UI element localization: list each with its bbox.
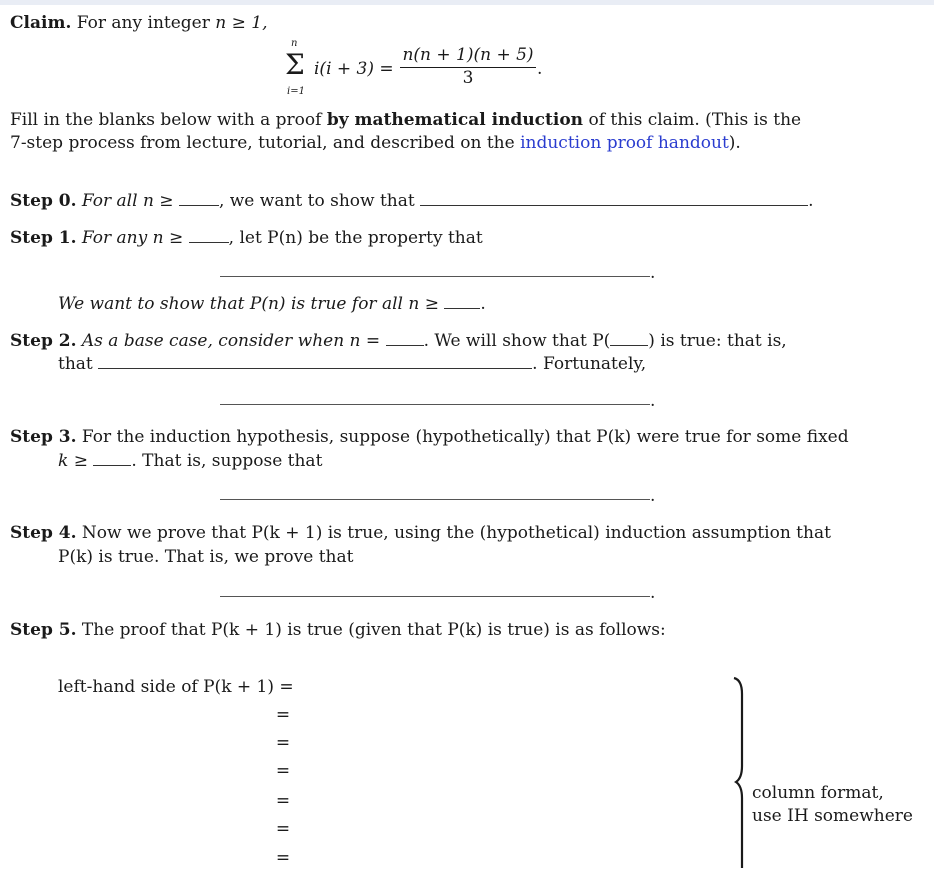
step-1-want: We want to show that P(n) is true for all n ≥ . <box>58 294 486 314</box>
claim-condition: n ≥ 1, <box>215 13 268 33</box>
step-1-blank-n[interactable] <box>189 228 229 243</box>
step-0-blank-n[interactable] <box>179 191 219 206</box>
intro-line-2: 7-step process from lecture, tutorial, and described on the induction proof handout). <box>10 133 741 153</box>
equals-sign: = <box>275 819 291 839</box>
step-2-that-line: that . Fortunately, <box>58 354 647 374</box>
step-4-label: Step 4. <box>10 523 77 543</box>
top-bar <box>0 0 934 5</box>
step-2-label: Step 2. <box>10 331 77 351</box>
claim-period: . <box>537 59 543 79</box>
step-4: Step 4. Now we prove that P(k + 1) is true, using the (hypothetical) induction assumption that <box>10 523 831 543</box>
fraction-numerator: n(n + 1)(n + 5) <box>402 45 534 65</box>
step-0-blank-statement[interactable] <box>420 191 808 206</box>
sum-body: i(i + 3) = <box>314 59 394 79</box>
sigma-symbol: Σ <box>285 48 305 81</box>
equals-sign: = <box>275 848 291 868</box>
step-2-blank-fortunately[interactable] <box>220 404 650 405</box>
step-2-blank-that[interactable] <box>98 354 532 369</box>
step-4-line-2: P(k) is true. That is, we prove that <box>58 547 354 567</box>
step-0: Step 0. For all n ≥ , we want to show that . <box>10 191 814 211</box>
step-1: Step 1. For any n ≥ , let P(n) be the property that <box>10 228 483 248</box>
step-5: Step 5. The proof that P(k + 1) is true (given that P(k) is true) is as follows: <box>10 620 666 640</box>
step-3-blank-k[interactable] <box>93 451 131 466</box>
note-line-1: column format, <box>752 783 884 803</box>
sum-lower-limit: i=1 <box>287 86 305 97</box>
fraction <box>400 44 536 88</box>
step-2-blank-p[interactable] <box>610 331 648 346</box>
claim-text: For any integer <box>76 13 210 33</box>
equals-sign: = <box>275 705 291 725</box>
handout-link[interactable]: induction proof handout <box>520 133 729 153</box>
step-5-label: Step 5. <box>10 620 77 640</box>
step-3-label: Step 3. <box>10 427 77 447</box>
step-2: Step 2. As a base case, consider when n = . We will show that P( ) is true: that is, <box>10 331 787 351</box>
equals-sign: = <box>275 761 291 781</box>
claim-line <box>10 12 268 34</box>
note-line-2: use IH somewhere <box>752 806 913 826</box>
step-1-blank-want-n[interactable] <box>444 294 480 309</box>
step-0-label: Step 0. <box>10 191 77 211</box>
step-4-blank-statement[interactable] <box>220 596 650 597</box>
lhs-label: left-hand side of P(k + 1) = <box>58 677 294 697</box>
step-2-blank-base[interactable] <box>386 331 424 346</box>
claim-label: Claim. <box>10 13 72 33</box>
step-3-k-line: k ≥ . That is, suppose that <box>58 451 323 471</box>
intro-line-1: Fill in the blanks below with a proof by mathematical induction of this claim. (This is the <box>10 110 802 130</box>
equals-sign: = <box>275 733 291 753</box>
step-1-label: Step 1. <box>10 228 77 248</box>
fraction-denominator: 3 <box>462 68 474 88</box>
step-3: Step 3. For the induction hypothesis, suppose (hypothetically) that P(k) were true for some fixed <box>10 427 849 447</box>
step-1-blank-property[interactable] <box>220 276 650 277</box>
step-3-blank-hypothesis[interactable] <box>220 499 650 500</box>
sum-upper-limit: n <box>291 38 298 49</box>
right-brace <box>726 674 750 868</box>
equals-sign: = <box>275 791 291 811</box>
